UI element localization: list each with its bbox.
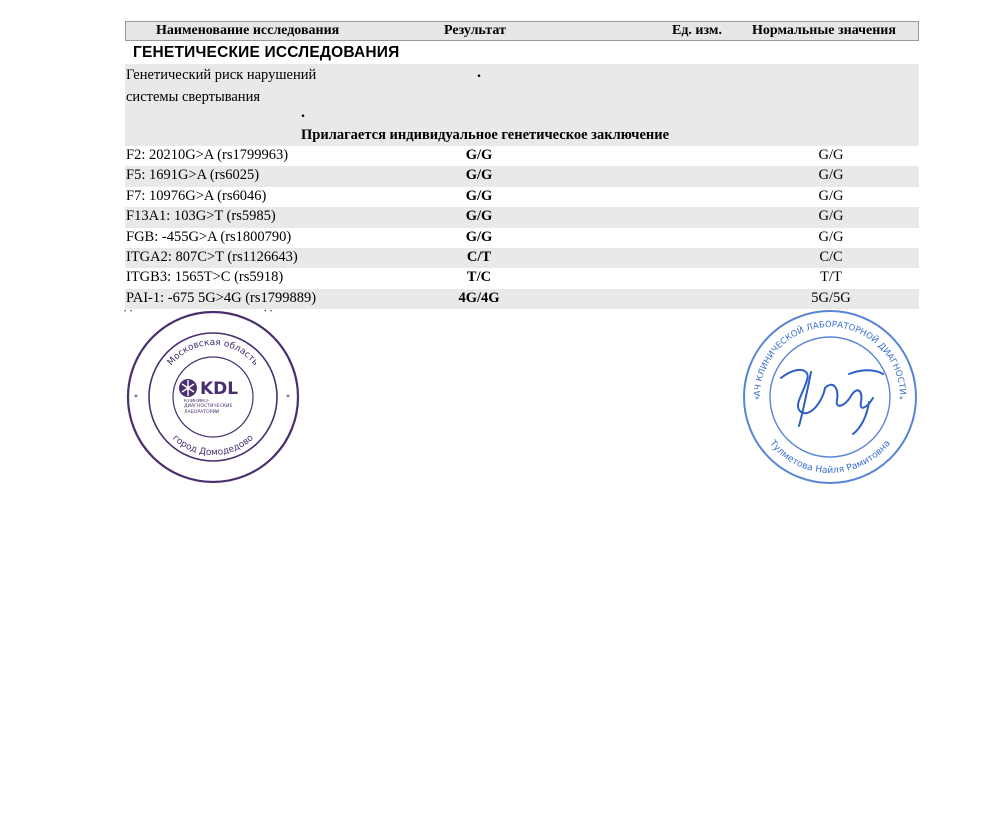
kdl-logo-icon xyxy=(179,379,197,397)
header-result: Результат xyxy=(444,23,506,38)
row-norm: C/C xyxy=(819,248,843,265)
doctor-seal-icon xyxy=(741,308,919,486)
results-table xyxy=(125,146,919,309)
header-name: Наименование исследования xyxy=(156,23,340,38)
row-norm: T/T xyxy=(820,269,842,286)
table-row xyxy=(125,268,919,288)
table-row xyxy=(125,166,919,186)
svg-text:*: * xyxy=(899,395,903,404)
row-norm: 5G/5G xyxy=(811,289,851,306)
stamp-inner-bottom: город Домодедово xyxy=(170,433,256,459)
svg-text:*: * xyxy=(755,395,759,404)
row-norm: G/G xyxy=(818,228,844,245)
row-result: C/T xyxy=(466,248,492,265)
svg-text:ВРАЧ КЛИНИЧЕСКОЙ ЛАБОРАТОРНОЙ xyxy=(741,308,907,397)
header-unit: Ед. изм. xyxy=(672,23,722,38)
table-row xyxy=(125,228,919,248)
table-row xyxy=(125,187,919,207)
stamp-inner-top: Московская область xyxy=(165,337,261,368)
svg-text:*: * xyxy=(134,393,138,402)
row-result: G/G xyxy=(465,147,493,163)
signature-icon xyxy=(781,370,883,434)
table-header xyxy=(125,21,919,41)
doctor-stamp-top-text: АЧ КЛИНИЧЕСКОЙ ЛАБОРАТОРНОЙ ДИАГНОСТИ xyxy=(752,319,908,397)
row-name: F7: 10976G>A (rs6046) xyxy=(126,187,267,204)
row-result: T/C xyxy=(466,269,492,286)
stamp-seal-icon xyxy=(124,310,302,484)
stamp-logo-sub: КЛИНИКО-ДИАГНОСТИЧЕСКИЕ ЛАБОРАТОРИИ xyxy=(184,399,233,415)
row-result: G/G xyxy=(465,208,493,225)
risk-name-line2: системы свертывания xyxy=(126,89,260,105)
row-name: PAI-1: -675 5G>4G (rs1799889) xyxy=(126,289,317,306)
table-row xyxy=(125,289,919,309)
table-row xyxy=(125,207,919,227)
row-result: G/G xyxy=(465,228,493,245)
table-row xyxy=(125,146,919,166)
table-row xyxy=(125,248,919,268)
row-result: G/G xyxy=(465,187,493,204)
row-result: G/G xyxy=(465,167,493,184)
risk-name-line1: Генетический риск нарушений xyxy=(126,67,317,83)
svg-text:*: * xyxy=(286,393,290,402)
stamp-logo-text: KDL xyxy=(200,379,239,399)
row-norm: G/G xyxy=(818,147,844,163)
row-name: ITGA2: 807C>T (rs1126643) xyxy=(126,248,298,265)
row-name: ITGB3: 1565T>C (rs5918) xyxy=(126,269,284,286)
risk-note: Прилагается индивидуальное генетическое заключение xyxy=(301,127,670,143)
section-title: ГЕНЕТИЧЕСКИЕ ИССЛЕДОВАНИЯ xyxy=(133,44,400,61)
doctor-stamp xyxy=(741,308,919,491)
stamp-outer-text xyxy=(124,310,302,313)
header-norm: Нормальные значения xyxy=(752,23,896,38)
row-name: F5: 1691G>A (rs6025) xyxy=(126,167,260,184)
doctor-stamp-bottom-text: Тулметова Найля Рамитовна xyxy=(767,438,893,477)
row-norm: G/G xyxy=(818,167,844,184)
risk-result-mark: . xyxy=(477,64,481,81)
row-name: F2: 20210G>A (rs1799963) xyxy=(126,147,289,163)
row-norm: G/G xyxy=(818,187,844,204)
row-result: 4G/4G xyxy=(458,289,500,306)
row-name: F13A1: 103G>T (rs5985) xyxy=(126,208,276,225)
organization-stamp xyxy=(124,310,302,489)
risk-block xyxy=(125,64,919,146)
row-name: FGB: -455G>A (rs1800790) xyxy=(126,228,292,245)
risk-extra-mark: . xyxy=(301,104,305,121)
row-norm: G/G xyxy=(818,208,844,225)
